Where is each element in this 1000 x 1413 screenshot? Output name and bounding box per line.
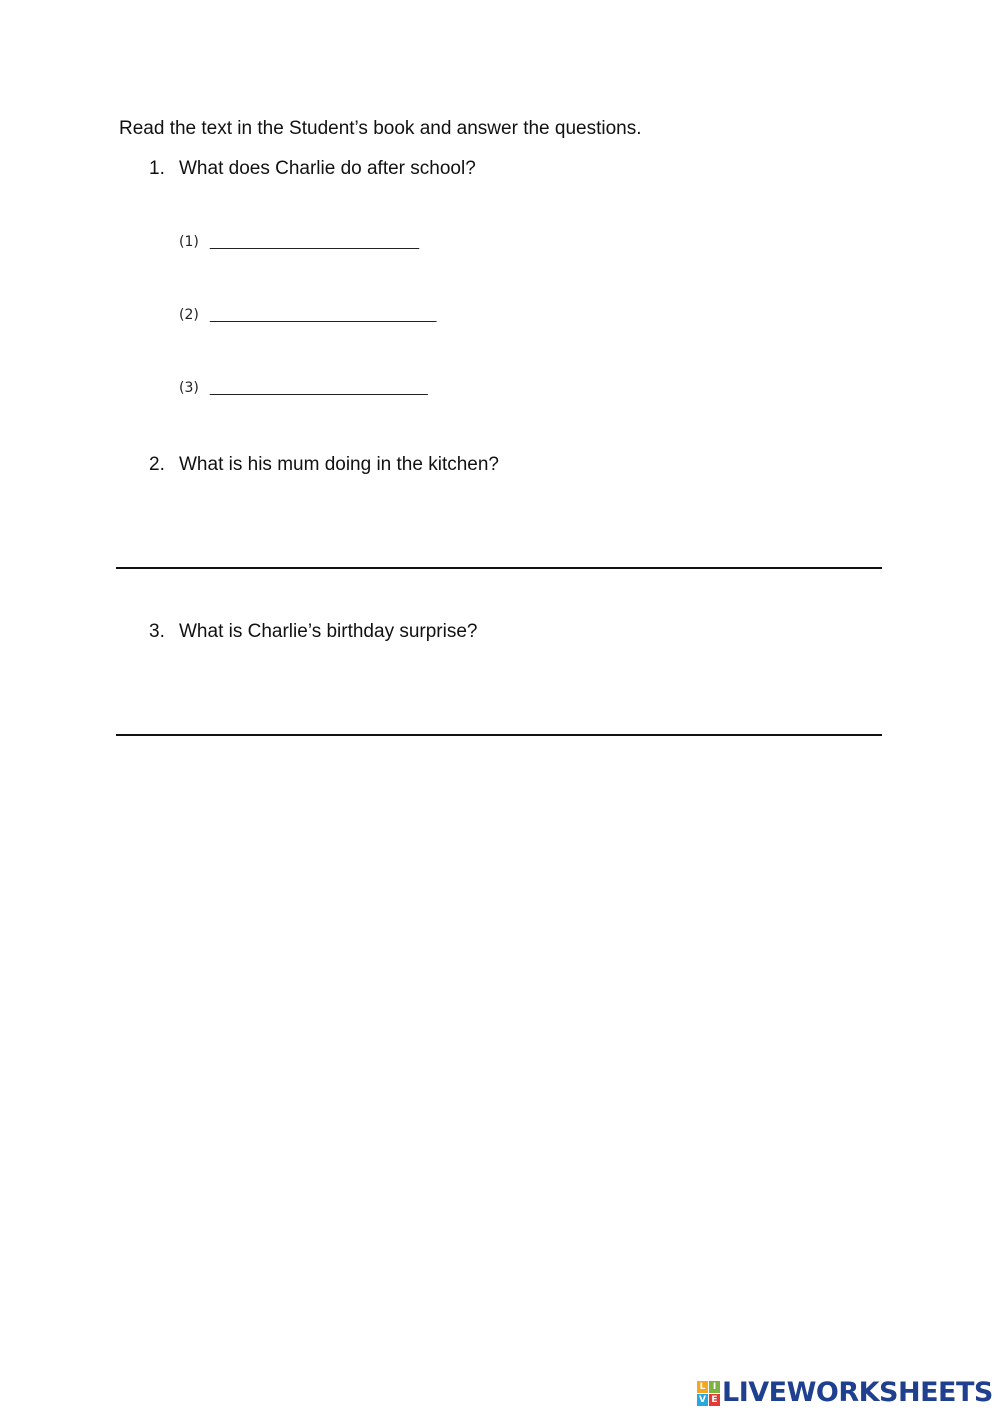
question-2-answer-line[interactable] (116, 567, 882, 569)
question-1-number: 1. (149, 158, 165, 179)
logo-tile-e: E (709, 1394, 720, 1406)
logo-tile-i: I (709, 1381, 720, 1393)
logo-tiles-icon (697, 1381, 720, 1406)
question-1-text: What does Charlie do after school? (179, 158, 476, 179)
question-2-number: 2. (149, 454, 165, 475)
logo-text: LIVEWORKSHEETS (722, 1377, 993, 1408)
question-1-sub-label-2: (2) (179, 307, 199, 323)
question-3-text: What is Charlie’s birthday surprise? (179, 621, 478, 642)
logo-tile-l: L (697, 1381, 708, 1393)
logo-tile-v: V (697, 1394, 708, 1406)
question-3-number: 3. (149, 621, 165, 642)
question-1-answer-blank-1[interactable]: ________________________ (210, 233, 419, 250)
instruction-text: Read the text in the Student’s book and answer the questions. (119, 118, 642, 139)
question-1-answer-blank-3[interactable]: _________________________ (210, 379, 428, 396)
question-2-text: What is his mum doing in the kitchen? (179, 454, 499, 475)
question-1-sub-label-1: (1) (179, 234, 199, 250)
question-3-answer-line[interactable] (116, 734, 882, 736)
question-1-sub-label-3: (3) (179, 380, 199, 396)
question-1-answer-blank-2[interactable]: __________________________ (210, 306, 437, 323)
liveworksheets-logo (697, 1378, 993, 1408)
